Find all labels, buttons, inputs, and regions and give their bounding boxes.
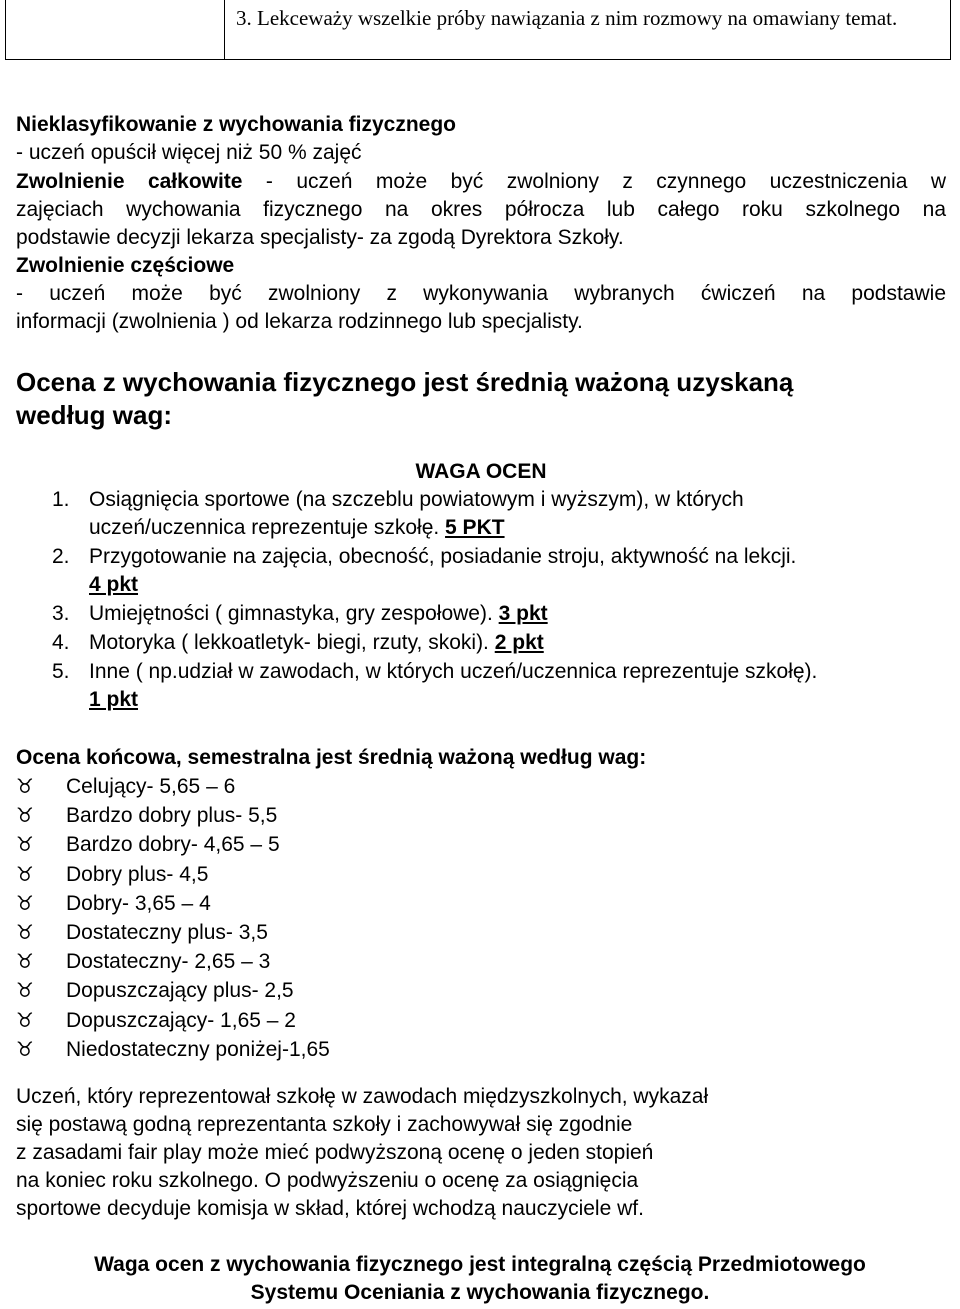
grade-label: Dobry plus- 4,5 bbox=[66, 862, 209, 886]
footer-line2: Systemu Oceniania z wychowania fizycznego. bbox=[250, 1281, 710, 1304]
footer-statement bbox=[16, 1251, 944, 1307]
grade-item bbox=[16, 801, 616, 830]
grade-label: Dobry- 3,65 – 4 bbox=[66, 891, 211, 915]
grade-label: Dopuszczający- 1,65 – 2 bbox=[66, 1008, 296, 1032]
waga-item-2 bbox=[52, 543, 949, 599]
waga-item-text: Przygotowanie na zajęcia, obecność, posiadanie stroju, aktywność na lekcji. bbox=[89, 545, 797, 568]
zwolnienie-calkowite-line3: podstawie decyzji lekarza specjalisty- za zgodą Dyrektora Szkoły. bbox=[16, 226, 624, 249]
waga-item-1 bbox=[52, 486, 949, 542]
waga-item-number: 5. bbox=[52, 660, 70, 683]
grade-label: Bardzo dobry- 4,65 – 5 bbox=[66, 833, 280, 857]
waga-item-points: 4 pkt bbox=[89, 573, 139, 596]
ocena-wf-heading-line1: Ocena z wychowania fizycznego jest średnią ważoną uzyskaną bbox=[16, 367, 794, 397]
grade-item bbox=[16, 918, 616, 947]
ocena-wf-heading-line2: według wag: bbox=[16, 400, 172, 430]
grades-list bbox=[16, 772, 616, 1064]
bullet-icon: ♉ bbox=[16, 1036, 34, 1061]
footer-line1: Waga ocen z wychowania fizycznego jest integralną częścią Przedmiotowego bbox=[94, 1253, 866, 1276]
grade-label: Dopuszczający plus- 2,5 bbox=[66, 979, 294, 1003]
waga-item-number: 1. bbox=[52, 488, 70, 511]
grade-item bbox=[16, 1006, 616, 1035]
grade-item bbox=[16, 860, 616, 889]
waga-item-text-cont bbox=[89, 514, 949, 542]
bullet-icon: ♉ bbox=[16, 949, 34, 974]
grade-item bbox=[16, 772, 616, 801]
table-cell-empty bbox=[6, 0, 225, 59]
zwolnienie-calkowite-text: - uczeń może być zwolniony z czynnego uczestniczenia w bbox=[242, 170, 946, 193]
uczen-line: się postawą godną reprezentanta szkoły i zachowywał się zgodnie bbox=[16, 1113, 633, 1136]
uczen-line: na koniec roku szkolnego. O podwyższeniu o ocenę za osiągnięcia bbox=[16, 1169, 639, 1192]
bullet-icon: ♉ bbox=[16, 920, 34, 945]
bullet-icon: ♉ bbox=[16, 978, 34, 1003]
waga-item-points: 5 PKT bbox=[445, 516, 505, 539]
zwolnienie-calkowite-line2: zajęciach wychowania fizycznego na okres półrocza lub całego roku szkolnego na bbox=[16, 198, 946, 221]
waga-item-text: Motoryka ( lekkoatletyk- biegi, rzuty, skoki). bbox=[89, 631, 495, 654]
grade-label: Bardzo dobry plus- 5,5 bbox=[66, 804, 278, 828]
bullet-icon: ♉ bbox=[16, 1007, 34, 1032]
ocena-koncowa-heading: Ocena końcowa, semestralna jest średnią ważoną według wag: bbox=[16, 746, 647, 769]
waga-item-text: Inne ( np.udział w zawodach, w których uczeń/uczennica reprezentuje szkołę). bbox=[89, 660, 818, 683]
grade-label: Celujący- 5,65 – 6 bbox=[66, 775, 236, 798]
nieklasyfikowanie-text: - uczeń opuścił więcej niż 50 % zajęć bbox=[16, 141, 362, 164]
grade-item bbox=[16, 830, 616, 859]
zwolnienie-calkowite-label: Zwolnienie całkowite bbox=[16, 170, 243, 193]
waga-item-number: 2. bbox=[52, 545, 70, 568]
top-table bbox=[5, 0, 951, 60]
bullet-icon: ♉ bbox=[16, 774, 34, 798]
grade-label: Dostateczny plus- 3,5 bbox=[66, 921, 268, 945]
bullet-icon: ♉ bbox=[16, 832, 34, 857]
grade-label: Niedostateczny poniżej-1,65 bbox=[66, 1037, 330, 1061]
nieklasyfikowanie-title: Nieklasyfikowanie z wychowania fizycznego bbox=[16, 113, 456, 136]
waga-item-points: 2 pkt bbox=[494, 631, 544, 654]
waga-ocen-title: WAGA OCEN bbox=[415, 460, 547, 483]
uczen-line: sportowe decyduje komisja w skład, której wchodzą nauczyciele wf. bbox=[16, 1197, 644, 1220]
waga-item-number: 4. bbox=[52, 631, 70, 654]
waga-item-points: 3 pkt bbox=[498, 602, 548, 625]
waga-item-5 bbox=[52, 658, 949, 714]
zwolnienie-czesciowe-line2: informacji (zwolnienia ) od lekarza rodzinnego lub specjalisty. bbox=[16, 310, 583, 333]
waga-item-text: Osiągnięcia sportowe (na szczeblu powiatowym i wyższym), w których bbox=[89, 488, 744, 511]
table-cell-text: 3. Lekceważy wszelkie próby nawiązania z nim rozmowy na omawiany temat. bbox=[236, 6, 898, 30]
uczen-line: Uczeń, który reprezentował szkołę w zawodach międzyszkolnych, wykazał bbox=[16, 1085, 709, 1108]
bullet-icon: ♉ bbox=[16, 803, 34, 828]
grade-item bbox=[16, 976, 616, 1005]
grade-item bbox=[16, 889, 616, 918]
waga-item-text-line2: uczeń/uczennica reprezentuje szkołę. bbox=[89, 516, 446, 539]
bullet-icon: ♉ bbox=[16, 890, 34, 915]
bullet-icon: ♉ bbox=[16, 861, 34, 886]
waga-item-number: 3. bbox=[52, 602, 70, 625]
zwolnienie-czesciowe-line1: - uczeń może być zwolniony z wykonywania wybranych ćwiczeń na podstawie bbox=[16, 282, 946, 305]
grade-item bbox=[16, 1035, 616, 1064]
zwolnienie-czesciowe-label: Zwolnienie częściowe bbox=[16, 254, 235, 277]
zwolnienie-calkowite-line1 bbox=[16, 168, 946, 196]
uczen-line: z zasadami fair play może mieć podwyższoną ocenę o jeden stopień bbox=[16, 1141, 654, 1164]
waga-item-3 bbox=[52, 600, 949, 628]
waga-item-4 bbox=[52, 629, 949, 657]
uczen-paragraph bbox=[16, 1083, 946, 1223]
waga-item-text: Umiejętności ( gimnastyka, gry zespołowe). bbox=[89, 602, 499, 625]
grade-label: Dostateczny- 2,65 – 3 bbox=[66, 950, 271, 974]
grade-item bbox=[16, 947, 616, 976]
waga-item-points: 1 pkt bbox=[89, 688, 139, 711]
